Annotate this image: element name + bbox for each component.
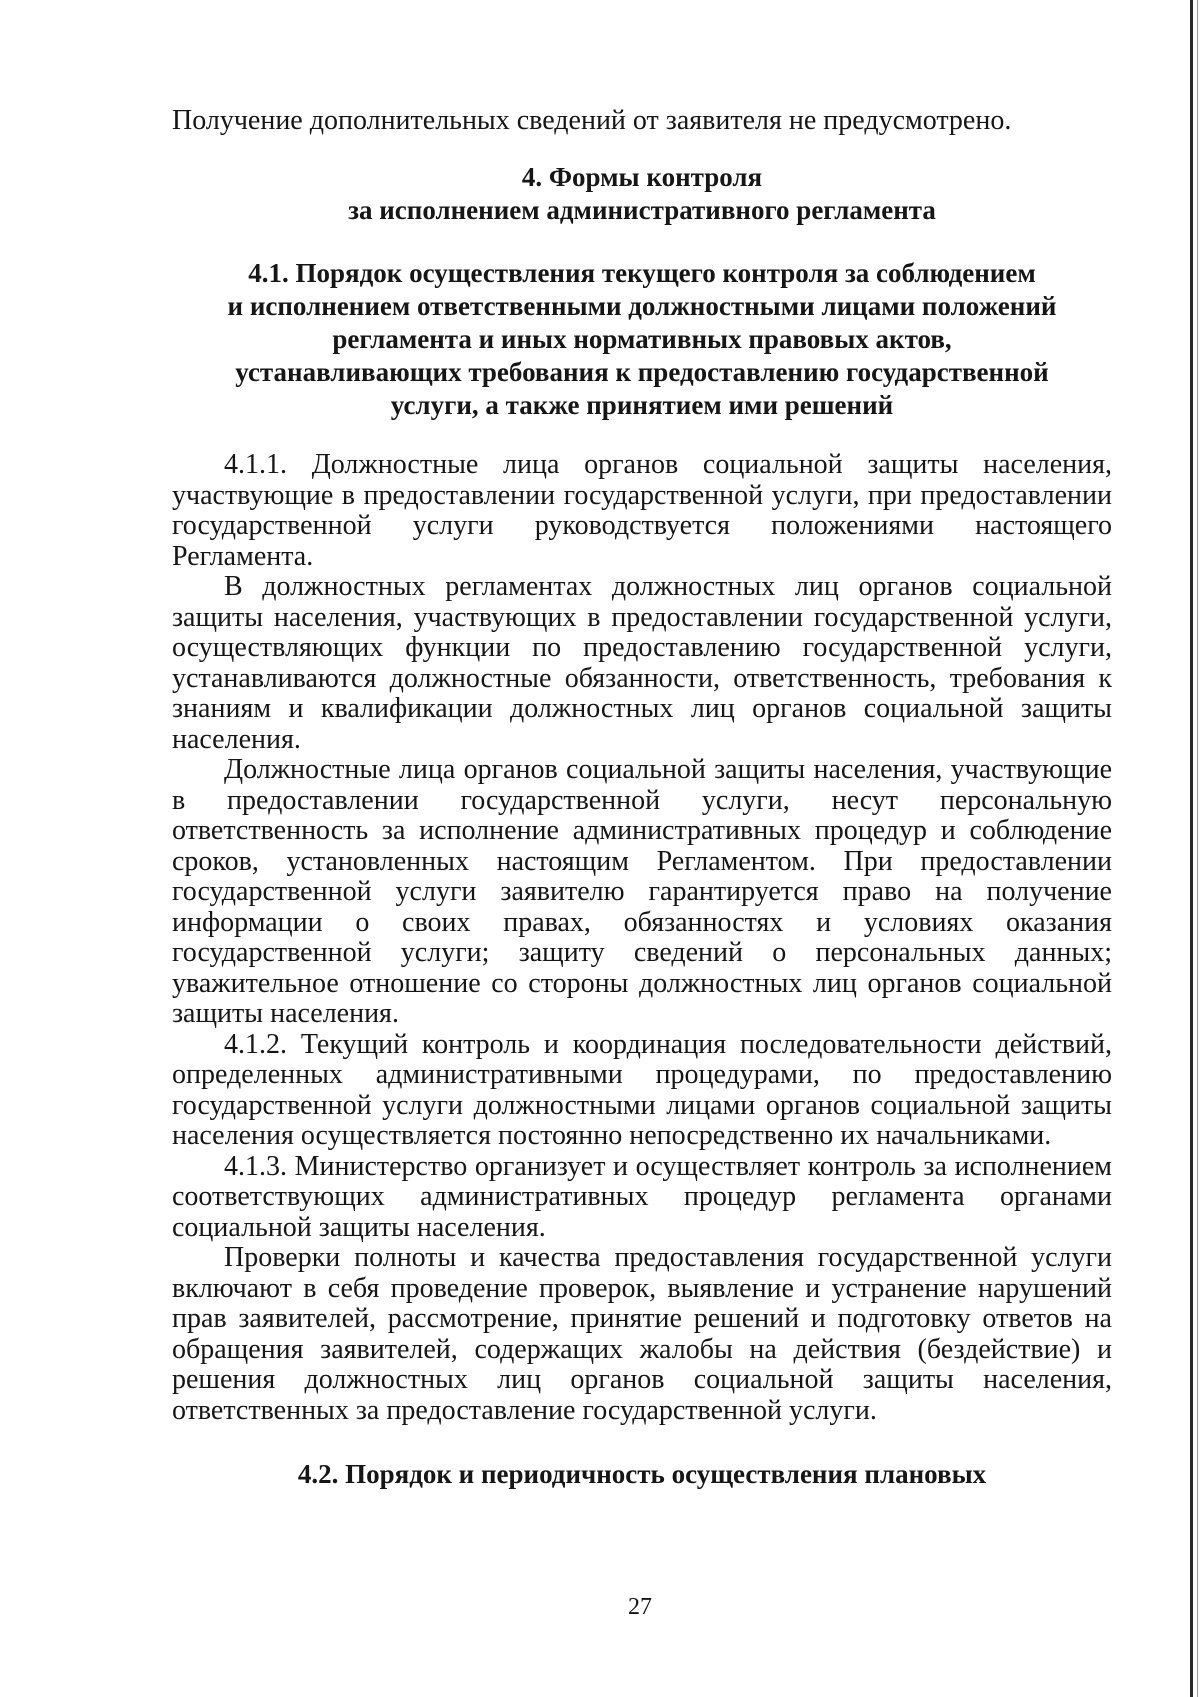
scan-edge-line [1190,0,1193,1697]
section-4-title-line-2: за исполнением административного регламента [348,195,936,225]
page-content [172,105,1112,1491]
paragraph-inspections: Проверки полноты и качества предоставления государственной услуги включают в себя проведение проверок, выявление и устранение нарушений прав заявителей, рассмотрение, принятие решений и подготовку ответов на обращения заявителей, содержащих жалобы на действия (бездействие) и решения должностных лиц органов социальной защиты населения, ответственных за предоставление государственной услуги. [172,1242,1112,1426]
section-4-1-title-line: 4.1. Порядок осуществления текущего контроля за соблюдением [248,258,1036,288]
paragraph-4-1-1: 4.1.1. Должностные лица органов социальной защиты населения, участвующие в предоставлении государственной услуги, при предоставлении государственной услуги руководствуется положениями настоящего Регламента. [172,449,1112,572]
scan-edge-shadow [1197,0,1198,1697]
paragraph-4-1-3: 4.1.3. Министерство организует и осуществляет контроль за исполнением соответствующих административных процедур регламента органами социальной защиты населения. [172,1150,1112,1243]
section-4-1-title-line: устанавливающих требования к предоставлению государственной [235,357,1049,387]
paragraph-personal-responsibility: Должностные лица органов социальной защиты населения, участвующие в предоставлении государственной услуги, несут персональную ответственность за исполнение административных процедур и соблюдение сроков, установленных настоящим Регламентом. При предоставлении государственной услуги заявителю гарантируется право на получение информации о своих правах, обязанностях и условиях оказания государственной услуги; защиту сведений о персональных данных; уважительное отношение со стороны должностных лиц органов социальной защиты населения. [172,754,1112,1029]
section-4-heading [172,161,1112,227]
section-4-title-line-1: 4. Формы контроля [521,162,763,192]
section-4-1-heading [172,257,1112,422]
intro-line: Получение дополнительных сведений от заявителя не предусмотрено. [172,105,1012,136]
paragraph-job-regulations: В должностных регламентах должностных лиц органов социальной защиты населения, участвующих в предоставлении государственной услуги, осуществляющих функции по предоставлению государственной услуги, устанавливаются должностные обязанности, ответственность, требования к знаниям и квалификации должностных лиц органов социальной защиты населения. [172,571,1112,755]
section-4-1-title-line: и исполнением ответственными должностными лицами положений [227,291,1057,321]
page-number: 27 [628,1594,652,1620]
section-4-1-title-line: услуги, а также принятием ими решений [390,390,894,420]
section-4-1-title-line: регламента и иных нормативных правовых актов, [332,324,952,354]
section-4-2-heading: 4.2. Порядок и периодичность осуществления плановых [297,1459,987,1489]
paragraph-4-1-2: 4.1.2. Текущий контроль и координация последовательности действий, определенных административными процедурами, по предоставлению государственной услуги должностными лицами органов социальной защиты населения осуществляется постоянно непосредственно их начальниками. [172,1028,1112,1151]
